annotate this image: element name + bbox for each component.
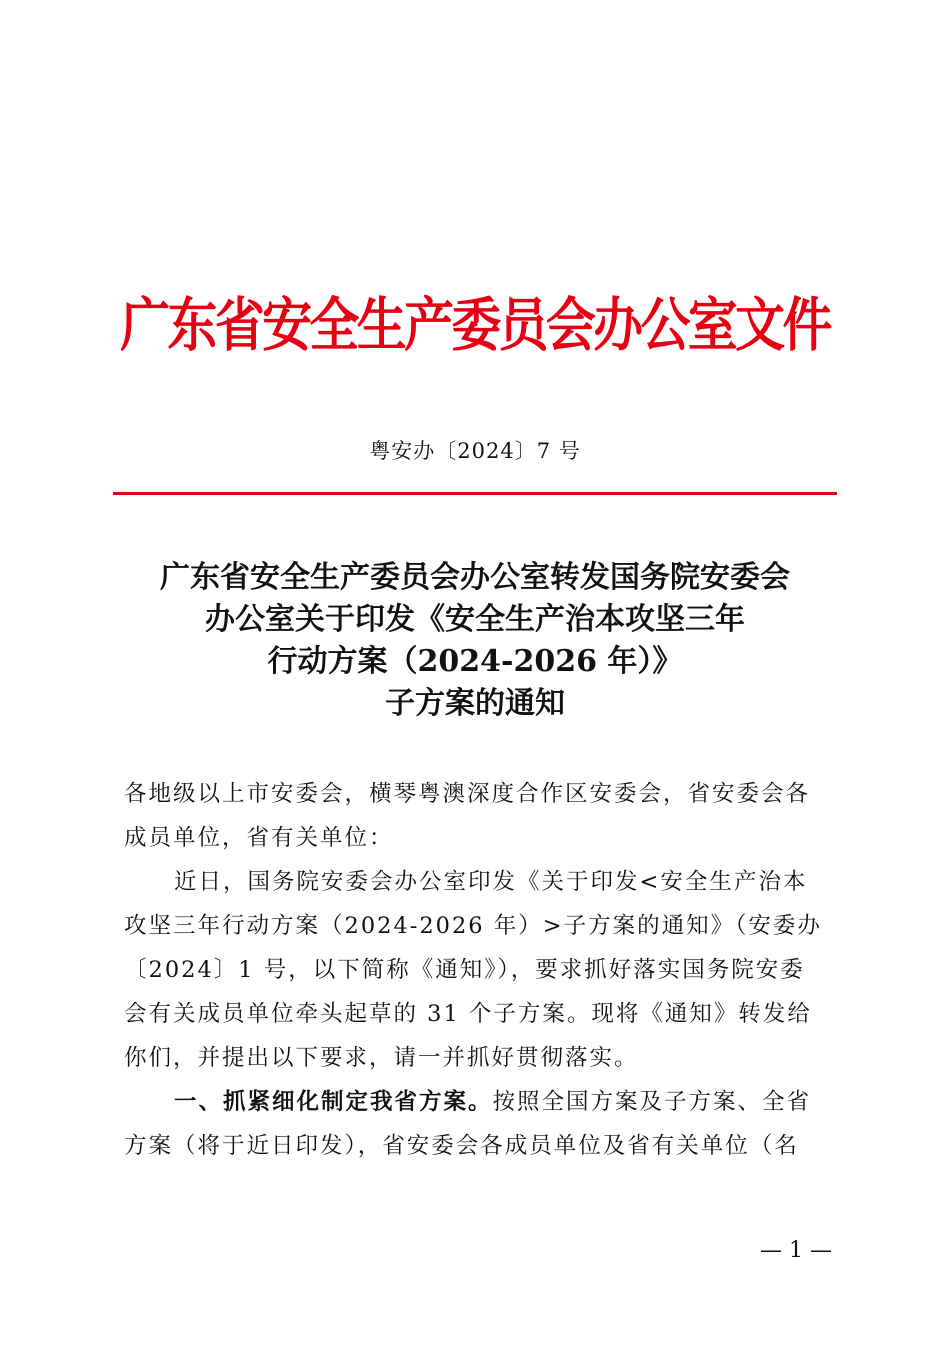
title-line: 办公室关于印发《安全生产治本攻坚三年	[205, 602, 745, 637]
document-title	[100, 557, 850, 725]
paragraph-line: 你们，并提出以下要求，请一并抓好贯彻落实。	[124, 1045, 639, 1071]
title-line: 广东省安全生产委员会办公室转发国务院安委会	[160, 560, 790, 595]
title-line: 子方案的通知	[385, 686, 565, 721]
title-line: 行动方案（2024-2026 年）》	[267, 644, 683, 679]
section-heading: 一、抓紧细化制定我省方案。	[174, 1089, 493, 1115]
paragraph-line: 攻坚三年行动方案（2024-2026 年）>子方案的通知》（安委办	[124, 913, 822, 939]
red-separator-line	[113, 492, 837, 495]
paragraph-line: 近日，国务院安委会办公室印发《关于印发<安全生产治本	[174, 869, 808, 895]
page-number: — 1 —	[760, 1238, 832, 1263]
paragraph-line: 会有关成员单位牵头起草的 31 个子方案。现将《通知》转发给	[124, 1001, 812, 1027]
paragraph-line: 〔2024〕1 号，以下简称《通知》），要求抓好落实国务院安委	[124, 957, 805, 983]
paragraph-line: 方案（将于近日印发），省安委会各成员单位及省有关单位（名	[124, 1133, 799, 1159]
document-body	[124, 772, 829, 1168]
section-heading-line	[124, 1080, 829, 1124]
red-header-org-name: 广东省安全生产委员会办公室文件	[120, 291, 830, 359]
document-number: 粤安办〔2024〕7 号	[369, 439, 581, 463]
paragraph-text: 按照全国方案及子方案、全省	[492, 1089, 812, 1115]
salutation-line: 成员单位，省有关单位：	[124, 825, 394, 851]
salutation-line: 各地级以上市安委会，横琴粤澳深度合作区安委会，省安委会各	[124, 781, 811, 807]
